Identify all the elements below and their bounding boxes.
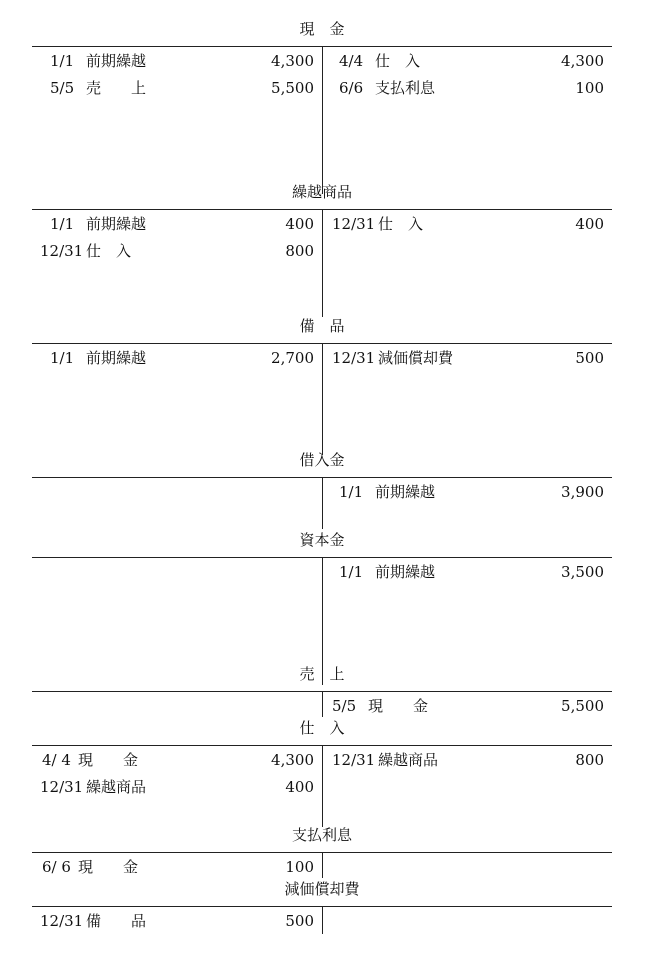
credit-entry (322, 211, 612, 238)
credit-side (322, 747, 612, 774)
entry-amount: 4,300 (271, 751, 314, 769)
account-title: 備 品 (299, 317, 345, 335)
entry-description: 前期繰越 (375, 483, 436, 501)
entry-date: 12/31 (40, 778, 84, 796)
entry-amount: 800 (285, 242, 314, 260)
entry-description: 現 金 (78, 751, 139, 769)
account-center-rule (322, 852, 323, 878)
entry-description: 前期繰越 (375, 563, 436, 581)
t-account-kariirekin (32, 449, 612, 529)
credit-entry (322, 747, 612, 774)
credit-side (322, 48, 612, 102)
t-account-shihonkin (32, 529, 612, 685)
entry-amount: 2,700 (271, 349, 314, 367)
entry-amount: 5,500 (271, 79, 314, 97)
debit-entry (32, 238, 322, 265)
debit-entry (32, 75, 322, 102)
entry-amount: 800 (575, 751, 604, 769)
entry-date: 5/5 (50, 79, 75, 97)
account-center-rule (322, 906, 323, 934)
account-title: 支払利息 (291, 826, 352, 844)
entry-amount: 100 (285, 858, 314, 876)
entry-description: 減価償却費 (378, 349, 454, 367)
credit-side (322, 693, 612, 720)
entry-date: 12/31 (332, 751, 376, 769)
account-title: 現 金 (299, 20, 345, 38)
entry-amount: 400 (575, 215, 604, 233)
debit-entry (32, 48, 322, 75)
entry-date: 1/1 (339, 483, 364, 501)
debit-entry (32, 747, 322, 774)
debit-side (32, 211, 322, 265)
entry-description: 仕 入 (378, 215, 424, 233)
entry-date: 1/1 (50, 52, 75, 70)
account-title: 資本金 (299, 531, 345, 549)
entry-date: 1/1 (339, 563, 364, 581)
debit-side (32, 48, 322, 102)
credit-side (322, 559, 612, 586)
t-account-genkin (32, 18, 612, 194)
debit-entry (32, 854, 322, 881)
entry-description: 繰越商品 (378, 751, 439, 769)
entry-description: 現 金 (78, 858, 139, 876)
account-title: 仕 入 (299, 719, 345, 737)
credit-side (322, 345, 612, 372)
debit-entry (32, 345, 322, 372)
account-title: 売 上 (299, 665, 345, 683)
entry-amount: 500 (575, 349, 604, 367)
entry-description: 備 品 (86, 912, 147, 930)
entry-date: 6/6 (339, 79, 364, 97)
t-account-shiharai-risoku (32, 824, 612, 878)
debit-side (32, 854, 322, 881)
entry-date: 12/31 (40, 912, 84, 930)
credit-entry (322, 345, 612, 372)
entry-amount: 3,500 (561, 563, 604, 581)
t-account-uriage (32, 663, 612, 717)
credit-entry (322, 75, 612, 102)
entry-description: 前期繰越 (86, 349, 147, 367)
credit-side (322, 211, 612, 238)
account-title: 繰越商品 (291, 183, 352, 201)
t-account-bihin (32, 315, 612, 455)
t-account-genka-shokyakuhi (32, 878, 612, 934)
debit-side (32, 908, 322, 935)
debit-side (32, 747, 322, 801)
account-title: 減価償却費 (284, 880, 360, 898)
credit-entry (322, 693, 612, 720)
debit-entry (32, 211, 322, 238)
entry-description: 仕 入 (375, 52, 421, 70)
entry-amount: 3,900 (561, 483, 604, 501)
credit-side (322, 479, 612, 506)
entry-amount: 400 (285, 778, 314, 796)
entry-description: 繰越商品 (86, 778, 147, 796)
entry-description: 前期繰越 (86, 52, 147, 70)
entry-amount: 4,300 (561, 52, 604, 70)
entry-description: 支払利息 (375, 79, 436, 97)
entry-description: 仕 入 (86, 242, 132, 260)
entry-date: 1/1 (50, 349, 75, 367)
credit-entry (322, 559, 612, 586)
entry-amount: 100 (575, 79, 604, 97)
t-account-kurikoshi-shohin (32, 181, 612, 317)
debit-entry (32, 908, 322, 935)
entry-amount: 400 (285, 215, 314, 233)
entry-description: 売 上 (86, 79, 147, 97)
account-title: 借入金 (299, 451, 345, 469)
entry-description: 現 金 (368, 697, 429, 715)
entry-date: 4/4 (339, 52, 364, 70)
entry-date: 12/31 (332, 215, 376, 233)
entry-date: 12/31 (40, 242, 84, 260)
debit-side (32, 345, 322, 372)
debit-entry (32, 774, 322, 801)
entry-date: 4/ 4 (42, 751, 71, 769)
t-account-shiire (32, 717, 612, 827)
entry-date: 1/1 (50, 215, 75, 233)
entry-date: 5/5 (332, 697, 357, 715)
credit-entry (322, 479, 612, 506)
entry-amount: 5,500 (561, 697, 604, 715)
entry-amount: 4,300 (271, 52, 314, 70)
entry-date: 6/ 6 (42, 858, 71, 876)
entry-date: 12/31 (332, 349, 376, 367)
entry-amount: 500 (285, 912, 314, 930)
credit-entry (322, 48, 612, 75)
entry-description: 前期繰越 (86, 215, 147, 233)
